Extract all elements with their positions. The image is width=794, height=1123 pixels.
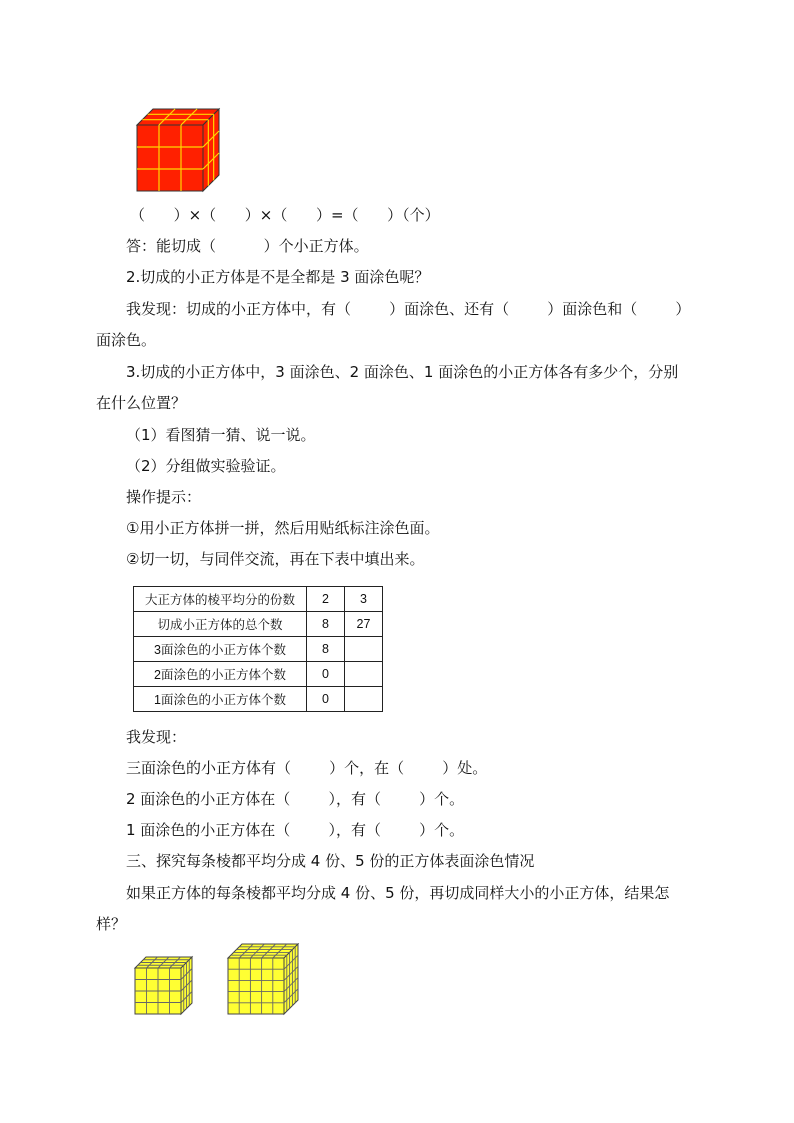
- table-cell: 8: [307, 637, 345, 662]
- hint-2: ②切一切，与同伴交流，再在下表中填出来。: [126, 550, 425, 568]
- cube-front-face: [228, 958, 284, 1014]
- step-2: （2）分组做实验验证。: [126, 457, 286, 475]
- table-cell: 8: [307, 612, 345, 637]
- table-cell: 3面涂色的小正方体个数: [134, 637, 307, 662]
- table-cell: [345, 662, 383, 687]
- section-3-heading: 三、探究每条棱都平均分成 4 份、5 份的正方体表面涂色情况: [126, 852, 535, 870]
- question-3-line1: 3.切成的小正方体中，3 面涂色、2 面涂色、1 面涂色的小正方体各有多少个，分别: [126, 363, 679, 381]
- table-row: [134, 662, 383, 687]
- answer-line: 答：能切成（ ）个小正方体。: [126, 237, 369, 255]
- table-cell: 3: [345, 587, 383, 612]
- yellow-cube-4-figure: [133, 955, 195, 1017]
- table-cell: 切成小正方体的总个数: [134, 612, 307, 637]
- table-row: [134, 687, 383, 712]
- step-1: （1）看图猜一猜、说一说。: [126, 426, 316, 444]
- table-cell: 大正方体的棱平均分的份数: [134, 587, 307, 612]
- formula-line: （ ）×（ ）×（ ）=（ ）（个）: [130, 206, 440, 224]
- question-3-line2: 在什么位置？: [96, 394, 187, 412]
- table-cell: 0: [307, 662, 345, 687]
- table-cell: 27: [345, 612, 383, 637]
- discovery-3: 1 面涂色的小正方体在（ ），有（ ）个。: [126, 821, 465, 839]
- section-3-para-line2: 样？: [96, 915, 127, 933]
- q2-discovery-line2: 面涂色。: [96, 331, 157, 349]
- table-cell: [345, 637, 383, 662]
- discovery-2: 2 面涂色的小正方体在（ ），有（ ）个。: [126, 790, 465, 808]
- hint-1: ①用小正方体拼一拼，然后用贴纸标注涂色面。: [126, 519, 440, 537]
- hint-title: 操作提示：: [126, 488, 202, 506]
- table-row: [134, 612, 383, 637]
- table-cell: [345, 687, 383, 712]
- table-row: [134, 637, 383, 662]
- table-cell: 1面涂色的小正方体个数: [134, 687, 307, 712]
- yellow-cube-5-figure: [226, 943, 300, 1017]
- q2-discovery-line1: 我发现：切成的小正方体中，有（ ）面涂色、还有（ ）面涂色和（ ）: [126, 300, 691, 318]
- coloring-table: [133, 586, 383, 712]
- cube-front-face: [137, 125, 203, 191]
- discovery-title: 我发现：: [126, 728, 187, 746]
- table-cell: 2: [307, 587, 345, 612]
- question-2: 2.切成的小正方体是不是全都是 3 面涂色呢？: [126, 268, 430, 286]
- discovery-1: 三面涂色的小正方体有（ ）个，在（ ）处。: [126, 759, 488, 777]
- section-3-para-line1: 如果正方体的每条棱都平均分成 4 份、5 份，再切成同样大小的小正方体，结果怎: [126, 884, 670, 902]
- table-row: [134, 587, 383, 612]
- red-cube-figure: [125, 100, 225, 195]
- table-cell: 0: [307, 687, 345, 712]
- table-cell: 2面涂色的小正方体个数: [134, 662, 307, 687]
